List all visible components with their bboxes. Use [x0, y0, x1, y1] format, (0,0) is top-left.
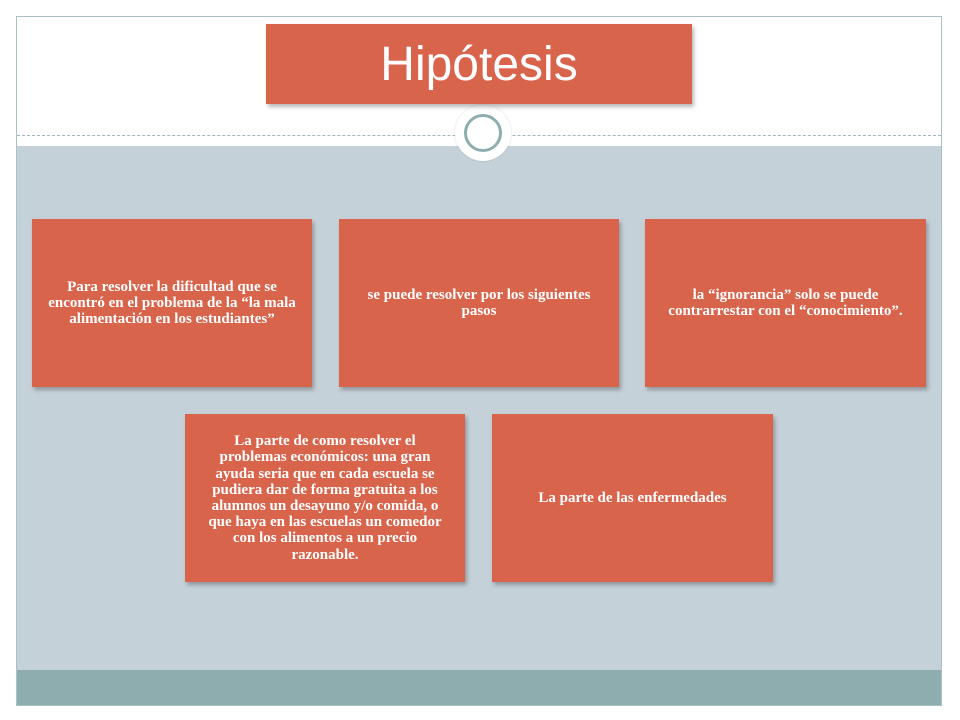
hypothesis-box-problem — [32, 219, 312, 387]
hypothesis-box-text: La parte de como resolver el problemas económicos: una gran ayuda seria que en cada escuela se pudiera dar de forma gratuita a los alumnos un desayuno y/o comida, o que haya en las escuelas un comedor con los alimentos a un precio razonable. — [208, 433, 442, 563]
hypothesis-box-diseases — [492, 414, 773, 582]
slide-title-text: Hipótesis — [380, 37, 578, 91]
hypothesis-box-economic — [185, 414, 465, 582]
hypothesis-box-text: la “ignorancia” solo se puede contrarrestar con el “conocimiento”. — [668, 286, 903, 319]
footer-band — [17, 670, 941, 706]
hypothesis-box-steps — [339, 219, 619, 387]
divider-circle-ornament — [455, 105, 511, 161]
hypothesis-box-text: La parte de las enfermedades — [538, 489, 727, 506]
hypothesis-box-text: se puede resolver por los siguientes pasos — [367, 286, 591, 319]
hypothesis-box-knowledge — [645, 219, 926, 387]
hypothesis-box-text: Para resolver la dificultad que se encontró en el problema de la “la mala alimentación en los estudiantes” — [48, 278, 296, 328]
slide-title — [266, 24, 692, 104]
